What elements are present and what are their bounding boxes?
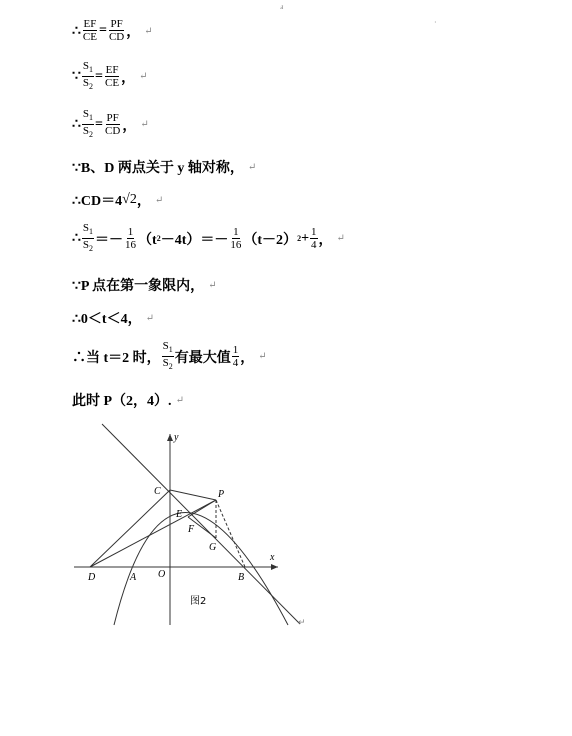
return-mark: ↵ [298, 618, 306, 628]
line-9 [72, 340, 267, 373]
return-mark: ↵ [144, 25, 153, 37]
label-p: P [218, 489, 225, 500]
superscript: 2 [156, 234, 161, 244]
line-10 [72, 390, 184, 410]
fraction-1-4 [232, 344, 240, 370]
denominator: 16 [125, 238, 137, 251]
sub-1: 1 [89, 227, 94, 237]
denominator: CE [82, 31, 97, 43]
equals: = [98, 23, 107, 38]
x-axis-arrow [271, 564, 278, 570]
fraction-ef-ce [104, 64, 120, 90]
numerator: PF [110, 18, 123, 30]
top-dot: · [434, 18, 437, 27]
denominator [82, 125, 94, 141]
fraction-s1-s2 [82, 222, 94, 255]
return-mark: ↵ [145, 312, 154, 324]
numerator [82, 108, 94, 125]
segment-dc [90, 490, 170, 567]
denominator: CD [105, 124, 121, 137]
s-letter: S [82, 239, 90, 252]
line-1 [72, 18, 153, 44]
segment-dp [90, 500, 216, 567]
label-y: y [174, 432, 179, 443]
fraction-s1-s2 [162, 340, 174, 373]
label-f: F [188, 524, 195, 535]
fraction-1-16 [124, 226, 137, 252]
denominator [82, 77, 94, 93]
line-4 [72, 157, 256, 177]
fraction-pf-cd [108, 18, 125, 44]
fraction-ef-ce [82, 18, 98, 44]
sub-1: 1 [89, 65, 94, 75]
label-b: B [238, 572, 245, 583]
sub-1: 1 [89, 113, 94, 123]
fraction-pf-cd [104, 112, 121, 138]
return-mark: ↵ [208, 279, 217, 291]
denominator [82, 239, 94, 255]
return-mark: ↵ [247, 161, 257, 173]
s-letter: S [162, 357, 169, 370]
numerator [162, 340, 174, 357]
return-mark: ↵ [154, 194, 164, 206]
segment-pb-dashed [216, 500, 245, 567]
denominator: 16 [230, 238, 242, 251]
line-8 [72, 308, 154, 328]
s-letter: S [82, 60, 90, 72]
numerator: 1 [311, 225, 317, 238]
label-x: x [270, 552, 275, 563]
numerator: EF [105, 63, 119, 76]
expr-part: ＝－ [95, 232, 124, 248]
expr-part: 有最大值 [174, 350, 231, 366]
return-mark: ↵ [139, 71, 148, 83]
label-g: G [209, 542, 217, 553]
label-e: E [176, 509, 183, 520]
comma: ， [126, 25, 141, 40]
because-symbol: ∵ [72, 69, 81, 85]
equals: = [95, 68, 104, 84]
line-2 [72, 60, 147, 93]
line-text: 此时 P（2，4）. [72, 394, 172, 409]
expr-part: （t [138, 232, 157, 248]
therefore-symbol: ∴ [72, 117, 81, 133]
denominator [162, 357, 174, 373]
sub-2: 2 [89, 82, 94, 92]
sub-2: 2 [89, 130, 94, 140]
numerator [82, 60, 94, 77]
expr-part: ∴当 t＝2 时， [72, 350, 161, 366]
line-text: ∵B、D 两点关于 y 轴对称， [72, 161, 244, 176]
return-mark: ↵ [140, 119, 149, 131]
s-letter: S [82, 108, 90, 120]
sub-2: 2 [168, 362, 173, 372]
label-d: D [88, 572, 96, 583]
line-3 [72, 108, 149, 141]
numerator: 1 [233, 225, 239, 238]
s-letter: S [162, 340, 169, 352]
therefore-symbol: ∴ [72, 23, 81, 39]
numerator [82, 222, 94, 239]
s-letter: S [82, 125, 90, 138]
line-5 [72, 190, 163, 210]
label-o: O [158, 569, 166, 580]
numerator: 1 [232, 343, 239, 356]
denominator: CD [108, 31, 125, 43]
parabola [114, 513, 288, 626]
equals: = [95, 116, 104, 132]
comma: ， [136, 194, 151, 209]
fraction-1-4 [310, 226, 318, 252]
therefore-symbol: ∴ [72, 231, 81, 247]
numerator: PF [106, 111, 119, 124]
line-text: ∵P 点在第一象限内， [72, 279, 205, 294]
figure-caption: 图2 [190, 596, 207, 607]
s-letter: S [82, 77, 90, 90]
sub-1: 1 [168, 345, 173, 355]
numerator: 1 [127, 225, 134, 238]
expr-part: + [301, 230, 310, 246]
comma: ， [121, 70, 136, 86]
top-mark: ⅎ [280, 2, 284, 11]
comma: ， [122, 118, 137, 134]
label-a: A [130, 572, 137, 583]
denominator: 4 [232, 356, 239, 369]
s-letter: S [82, 222, 90, 234]
line-7 [72, 275, 217, 295]
label-c: C [154, 486, 161, 497]
line-text: ∴0＜t＜4， [72, 312, 142, 327]
superscript: 2 [297, 234, 302, 244]
denominator: CE [105, 76, 120, 89]
y-axis-arrow [167, 434, 173, 441]
expr-part: －4t）＝－ [160, 232, 229, 248]
geometry-figure [60, 420, 320, 630]
fraction-s1-s2 [82, 60, 94, 93]
return-mark: ↵ [175, 394, 184, 406]
numerator: EF [83, 18, 97, 30]
segment-pe [188, 500, 216, 517]
radical: √2 [122, 192, 137, 207]
fraction-s1-s2 [82, 108, 94, 141]
segment-cp [170, 490, 216, 500]
comma: ， [318, 232, 333, 248]
sub-2: 2 [89, 244, 94, 254]
return-mark: ↵ [336, 233, 345, 245]
expr-part: （t－2） [243, 232, 298, 248]
line-6 [72, 222, 345, 255]
return-mark: ↵ [258, 351, 267, 363]
comma: ， [240, 350, 255, 366]
line-text: ∴CD＝4 [72, 194, 123, 209]
fraction-1-16 [229, 226, 242, 252]
denominator: 4 [311, 238, 317, 251]
